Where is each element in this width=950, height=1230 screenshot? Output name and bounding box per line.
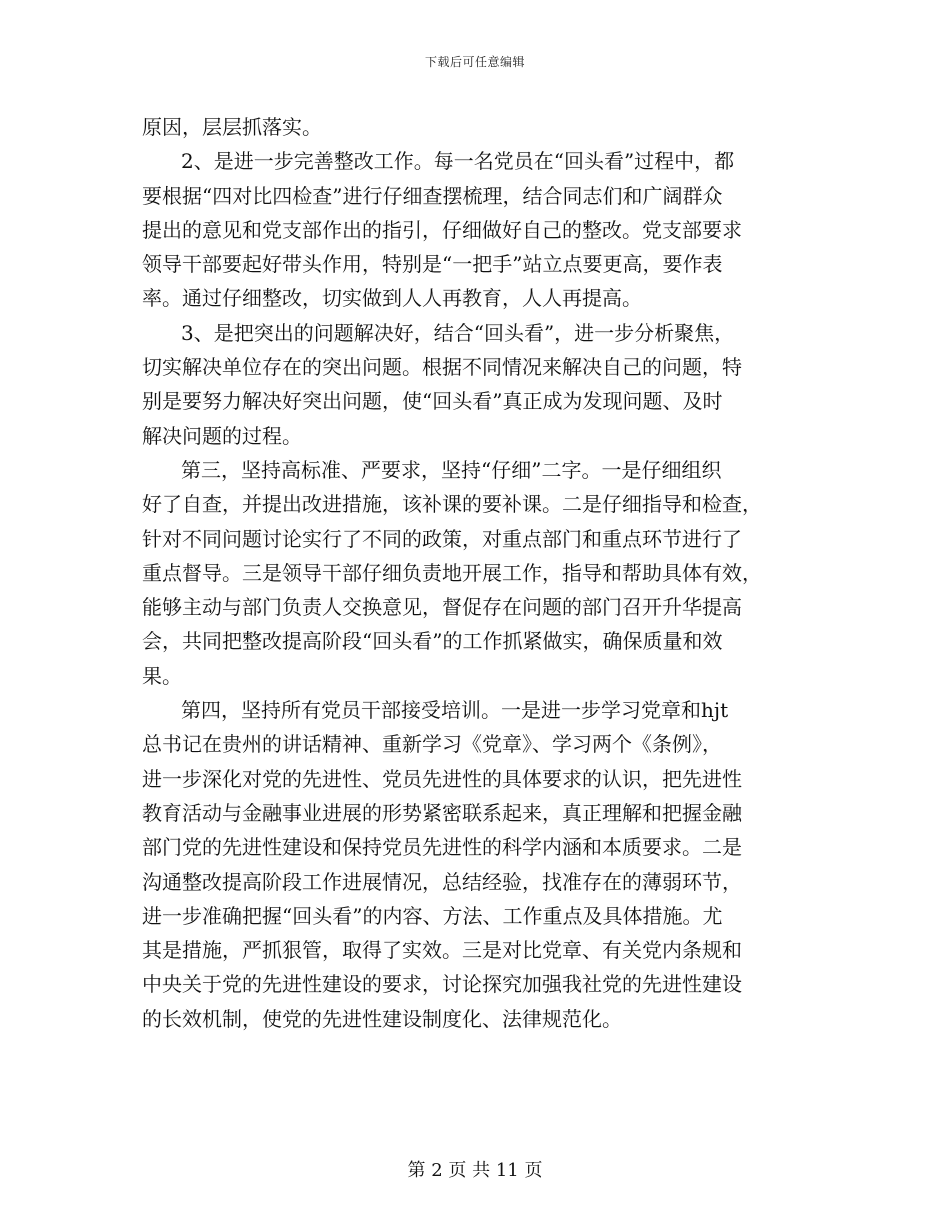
text-line: 教育活动与金融事业进展的形势紧密联系起来，真正理解和把握金融 <box>142 800 742 825</box>
text-line: 率。通过仔细整改，切实做到人人再教育，人人再提高。 <box>142 286 642 311</box>
text-line: 要根据“四对比四检查”进行仔细查摆梳理，结合同志们和广阔群众 <box>142 183 723 208</box>
text-line: 进一步深化对党的先进性、党员先进性的具体要求的认识，把先进性 <box>142 766 742 791</box>
paragraph-start-line: 3、是把突出的问题解决好，结合“回头看”，进一步分析聚焦， <box>181 320 735 345</box>
text-line: 领导干部要起好带头作用，特别是“一把手”站立点要更高，要作表 <box>142 252 723 277</box>
page-number-footer: 第 2 页 共 11 页 <box>407 1160 543 1181</box>
text-line: 进一步准确把握“回头看”的内容、方法、工作重点及具体措施。尤 <box>142 903 723 928</box>
text-line: 的长效机制，使党的先进性建设制度化、法律规范化。 <box>142 1006 622 1031</box>
text-line: 原因，层层抓落实。 <box>142 115 322 139</box>
text-line: 果。 <box>142 663 182 688</box>
text-line: 解决问题的过程。 <box>142 423 302 448</box>
paragraph-start-line: 第四，坚持所有党员干部接受培训。一是进一步学习党章和hjt <box>181 698 729 723</box>
document-body <box>142 110 802 1036</box>
text-line: 其是措施，严抓狠管，取得了实效。三是对比党章、有关党内条规和 <box>142 938 742 963</box>
text-line: 针对不同问题讨论实行了不同的政策，对重点部门和重点环节进行了 <box>142 526 742 551</box>
text-line: 部门党的先进性建设和保持党员先进性的科学内涵和本质要求。二是 <box>142 835 742 860</box>
text-line: 会，共同把整改提高阶段“回头看”的工作抓紧做实，确保质量和效 <box>142 629 723 654</box>
paragraph-start-line: 第三，坚持高标准、严要求，坚持“仔细”二字。一是仔细组织 <box>181 457 722 482</box>
text-line: 提出的意见和党支部作出的指引，仔细做好自己的整改。党支部要求 <box>142 217 742 242</box>
text-line: 沟通整改提高阶段工作进展情况，总结经验，找准存在的薄弱环节， <box>142 869 742 894</box>
text-line: 能够主动与部门负责人交换意见，督促存在问题的部门召开升华提高 <box>142 595 742 620</box>
paragraph-start-line: 2、是进一步完善整改工作。每一名党员在“回头看”过程中，都 <box>181 149 735 174</box>
text-line: 好了自查，并提出改进措施，该补课的要补课。二是仔细指导和检查， <box>142 492 762 517</box>
text-line: 重点督导。三是领导干部仔细负责地开展工作，指导和帮助具体有效， <box>142 560 762 585</box>
text-line: 总书记在贵州的讲话精神、重新学习《党章》、学习两个《条例》， <box>142 732 722 757</box>
text-line: 切实解决单位存在的突出问题。根据不同情况来解决自己的问题，特 <box>142 355 742 380</box>
text-line: 中央关于党的先进性建设的要求，讨论探究加强我社党的先进性建设 <box>142 972 742 997</box>
text-line: 别是要努力解决好突出问题，使“回头看”真正成为发现问题、及时 <box>142 389 723 414</box>
page-header: 下载后可任意编辑 <box>424 55 525 69</box>
